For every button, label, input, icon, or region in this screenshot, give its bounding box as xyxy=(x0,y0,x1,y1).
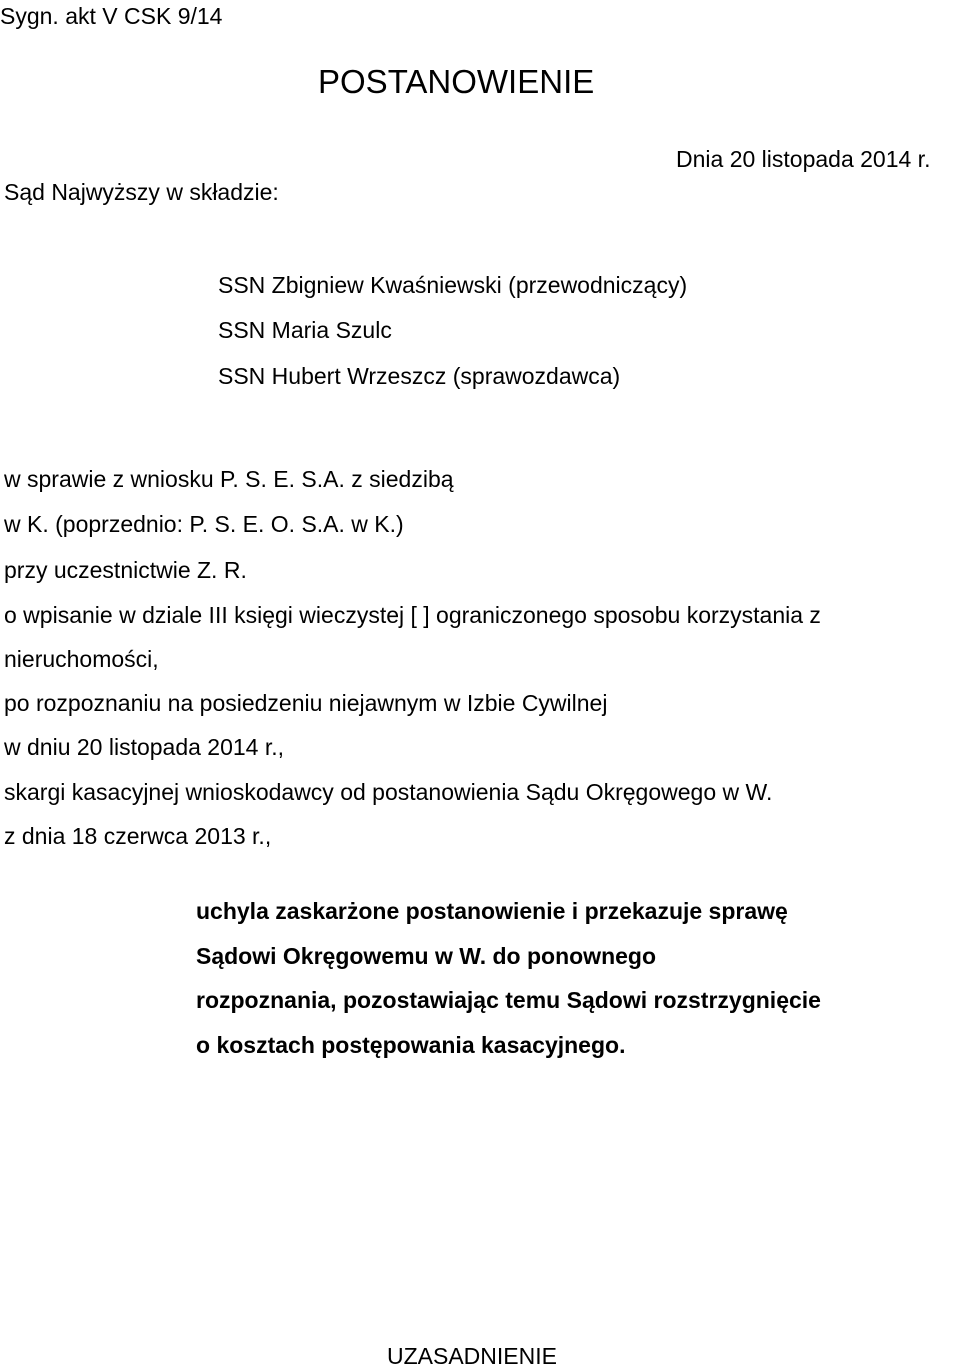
document-title: POSTANOWIENIE xyxy=(318,63,595,100)
case-line-6: po rozpoznaniu na posiedzeniu niejawnym w Izbie Cywilnej xyxy=(4,690,608,716)
ruling-line-2: Sądowi Okręgowemu w W. do ponownego xyxy=(196,943,657,969)
ruling-date: Dnia 20 listopada 2014 r. xyxy=(676,146,931,172)
case-signature: Sygn. akt V CSK 9/14 xyxy=(0,3,223,29)
court-composition-label: Sąd Najwyższy w składzie: xyxy=(4,179,279,205)
case-line-3: przy uczestnictwie Z. R. xyxy=(4,557,247,583)
ruling-line-1: uchyla zaskarżone postanowienie i przekazuje sprawę xyxy=(196,898,788,924)
case-line-9: z dnia 18 czerwca 2013 r., xyxy=(4,823,272,849)
panel-judge-3: SSN Hubert Wrzeszcz (sprawozdawca) xyxy=(218,363,621,389)
case-line-4: o wpisanie w dziale III księgi wieczystej [ ] ograniczonego sposobu korzystania z xyxy=(4,602,821,628)
case-line-1: w sprawie z wniosku P. S. E. S.A. z siedzibą xyxy=(4,466,454,492)
ruling-line-3: rozpoznania, pozostawiając temu Sądowi rozstrzygnięcie xyxy=(196,987,821,1013)
case-line-2: w K. (poprzednio: P. S. E. O. S.A. w K.) xyxy=(4,511,404,537)
panel-judge-2: SSN Maria Szulc xyxy=(218,317,392,343)
panel-judge-1: SSN Zbigniew Kwaśniewski (przewodniczący) xyxy=(218,272,688,298)
case-line-7: w dniu 20 listopada 2014 r., xyxy=(4,734,285,760)
ruling-line-4: o kosztach postępowania kasacyjnego. xyxy=(196,1032,626,1058)
case-line-8: skargi kasacyjnej wnioskodawcy od postanowienia Sądu Okręgowego w W. xyxy=(4,779,773,805)
section-heading-justification: UZASADNIENIE xyxy=(387,1343,557,1369)
case-line-5: nieruchomości, xyxy=(4,646,159,672)
